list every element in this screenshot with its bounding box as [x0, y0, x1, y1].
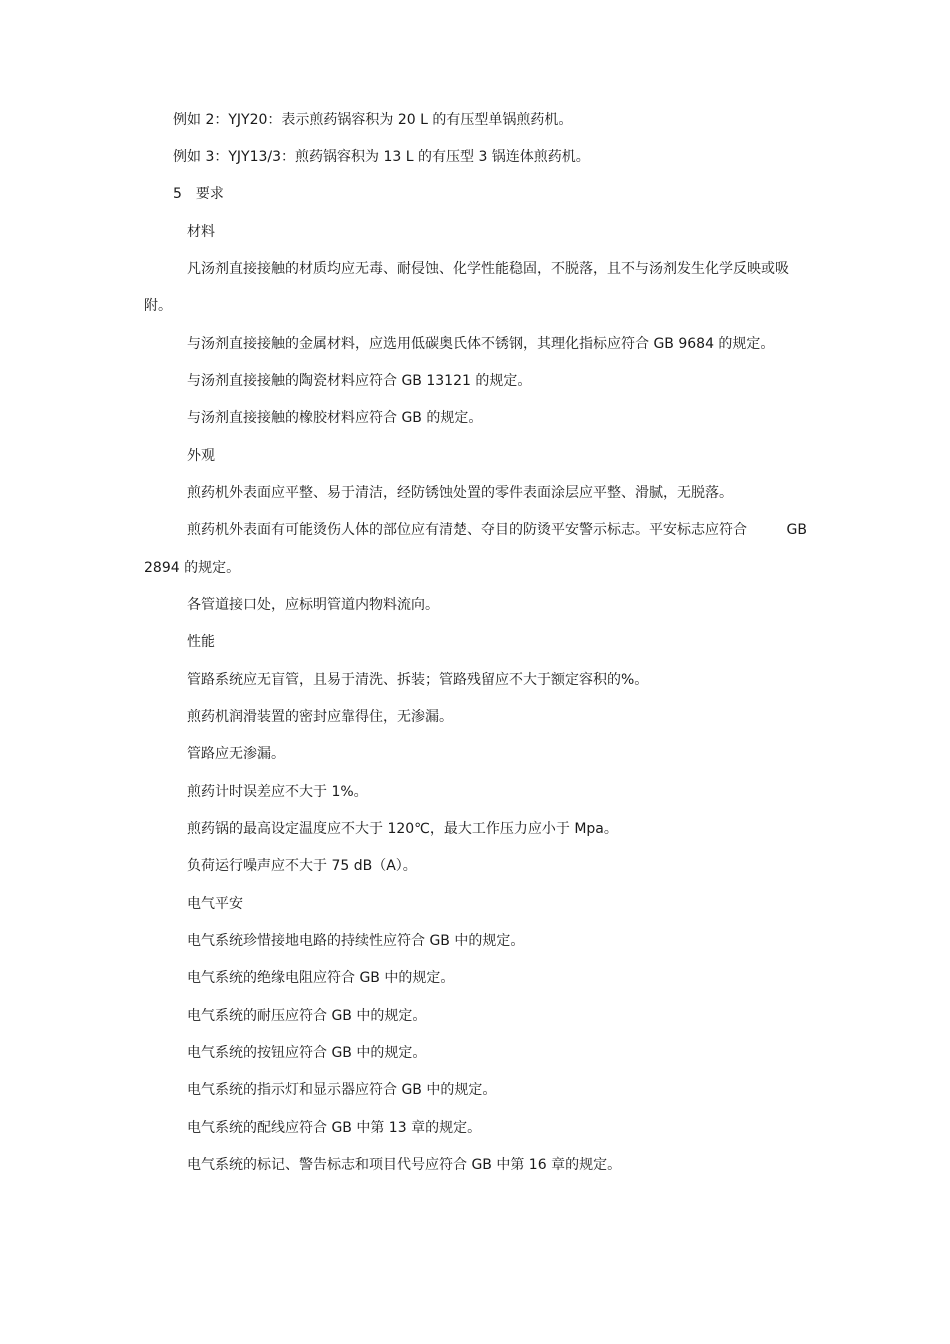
- performance-paragraph-5: 煎药锅的最高设定温度应不大于 120℃，最大工作压力应小于 Mpa。: [187, 821, 618, 837]
- appearance-paragraph-2-text: 煎药机外表面有可能烫伤人体的部位应有清楚、夺目的防烫平安警示标志。平安标志应符合: [187, 522, 747, 538]
- appearance-paragraph-3: 各管道接口处，应标明管道内物料流向。: [187, 597, 439, 613]
- performance-heading: 性能: [187, 634, 215, 650]
- electrical-paragraph-4: 电气系统的按钮应符合 GB 中的规定。: [187, 1045, 427, 1061]
- appearance-paragraph-1: 煎药机外表面应平整、易于清洁，经防锈蚀处置的零件表面涂层应平整、滑腻，无脱落。: [187, 485, 733, 501]
- performance-paragraph-6: 负荷运行噪声应不大于 75 dB（A）。: [187, 858, 417, 874]
- materials-paragraph-3: 与汤剂直接接触的陶瓷材料应符合 GB 13121 的规定。: [187, 373, 532, 389]
- electrical-paragraph-3: 电气系统的耐压应符合 GB 中的规定。: [187, 1008, 427, 1024]
- electrical-paragraph-5: 电气系统的指示灯和显示器应符合 GB 中的规定。: [187, 1082, 497, 1098]
- materials-paragraph-1-line-2: 附。: [144, 298, 172, 314]
- appearance-paragraph-2-end: GB: [786, 522, 807, 538]
- performance-paragraph-2: 煎药机润滑装置的密封应靠得住，无渗漏。: [187, 709, 453, 725]
- appearance-paragraph-2-line-1: [187, 521, 807, 539]
- section-5-heading: 5 要求: [173, 186, 224, 202]
- electrical-paragraph-1: 电气系统珍惜接地电路的持续性应符合 GB 中的规定。: [187, 933, 525, 949]
- materials-paragraph-4: 与汤剂直接接触的橡胶材料应符合 GB 的规定。: [187, 410, 483, 426]
- electrical-paragraph-6: 电气系统的配线应符合 GB 中第 13 章的规定。: [187, 1120, 482, 1136]
- materials-paragraph-2: 与汤剂直接接触的金属材料，应选用低碳奥氏体不锈钢，其理化指标应符合 GB 9684 的规定。: [187, 336, 775, 352]
- performance-paragraph-3: 管路应无渗漏。: [187, 746, 285, 762]
- materials-paragraph-1-line-1: 凡汤剂直接接触的材质均应无毒、耐侵蚀、化学性能稳固，不脱落，且不与汤剂发生化学反映或吸: [187, 261, 789, 277]
- performance-paragraph-1: 管路系统应无盲管，且易于清洗、拆装；管路残留应不大于额定容积的%。: [187, 672, 649, 688]
- example-3-line: 例如 3：YJY13/3：煎药锅容积为 13 L 的有压型 3 锅连体煎药机。: [173, 149, 590, 165]
- performance-paragraph-4: 煎药计时误差应不大于 1%。: [187, 784, 368, 800]
- electrical-paragraph-2: 电气系统的绝缘电阻应符合 GB 中的规定。: [187, 970, 455, 986]
- example-2-line: 例如 2：YJY20：表示煎药锅容积为 20 L 的有压型单锅煎药机。: [173, 112, 573, 128]
- appearance-paragraph-2-line-2: 2894 的规定。: [144, 560, 241, 576]
- materials-heading: 材料: [187, 224, 215, 240]
- electrical-paragraph-7: 电气系统的标记、警告标志和项目代号应符合 GB 中第 16 章的规定。: [187, 1157, 622, 1173]
- electrical-heading: 电气平安: [187, 896, 243, 912]
- appearance-heading: 外观: [187, 448, 215, 464]
